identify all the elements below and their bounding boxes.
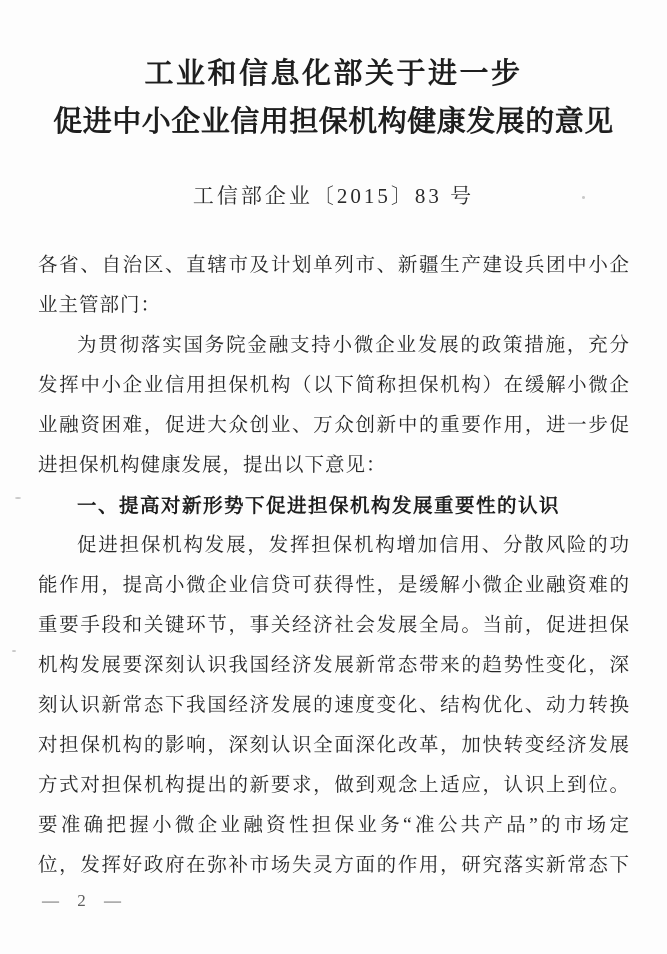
body-line-para2-8: 要准确把握小微企业融资性担保业务“准公共产品”的市场定 bbox=[38, 815, 630, 836]
body-line-para2-1: 促进担保机构发展，发挥担保机构增加信用、分散风险的功 bbox=[77, 535, 630, 556]
doc-title bbox=[0, 50, 667, 146]
body-line-para2-9: 位，发挥好政府在弥补市场失灵方面的作用，研究落实新常态下 bbox=[38, 855, 630, 876]
section-heading-1: 一、提高对新形势下促进担保机构发展重要性的认识 bbox=[77, 495, 561, 517]
doc-number: 工信部企业〔2015〕83 号 bbox=[192, 184, 475, 208]
body-line-para1-2: 发挥中小企业信用担保机构（以下简称担保机构）在缓解小微企 bbox=[38, 375, 630, 396]
doc-body bbox=[38, 246, 630, 886]
scan-speck bbox=[582, 196, 585, 199]
doc-title-line-2: 促进中小企业信用担保机构健康发展的意见 bbox=[53, 106, 614, 138]
body-line-salutation-1: 各省、自治区、直辖市及计划单列市、新疆生产建设兵团中小企 bbox=[38, 255, 630, 276]
doc-title-line-1: 工业和信息化部关于进一步 bbox=[144, 58, 523, 90]
scan-speck bbox=[15, 497, 21, 499]
body-line-para2-6: 对担保机构的影响，深刻认识全面深化改革，加快转变经济发展 bbox=[38, 735, 630, 756]
scan-speck bbox=[12, 650, 16, 652]
body-line-para2-2: 能作用，提高小微企业信贷可获得性，是缓解小微企业融资难的 bbox=[38, 575, 630, 596]
body-line-para1-1: 为贯彻落实国务院金融支持小微企业发展的政策措施，充分 bbox=[77, 335, 630, 356]
body-line-para2-3: 重要手段和关键环节，事关经济社会发展全局。当前，促进担保 bbox=[38, 615, 630, 636]
body-line-para2-5: 刻认识新常态下我国经济发展的速度变化、结构优化、动力转换 bbox=[38, 695, 630, 716]
body-line-para1-3: 业融资困难，促进大众创业、万众创新中的重要作用，进一步促 bbox=[38, 415, 630, 436]
body-line-para2-7: 方式对担保机构提出的新要求，做到观念上适应，认识上到位。 bbox=[38, 775, 630, 796]
body-line-para2-4: 机构发展要深刻认识我国经济发展新常态带来的趋势性变化，深 bbox=[38, 655, 630, 676]
page-number: — 2 — bbox=[42, 891, 128, 910]
body-line-para1-4: 进担保机构健康发展，提出以下意见： bbox=[38, 455, 387, 476]
body-line-salutation-2: 业主管部门： bbox=[38, 295, 162, 316]
